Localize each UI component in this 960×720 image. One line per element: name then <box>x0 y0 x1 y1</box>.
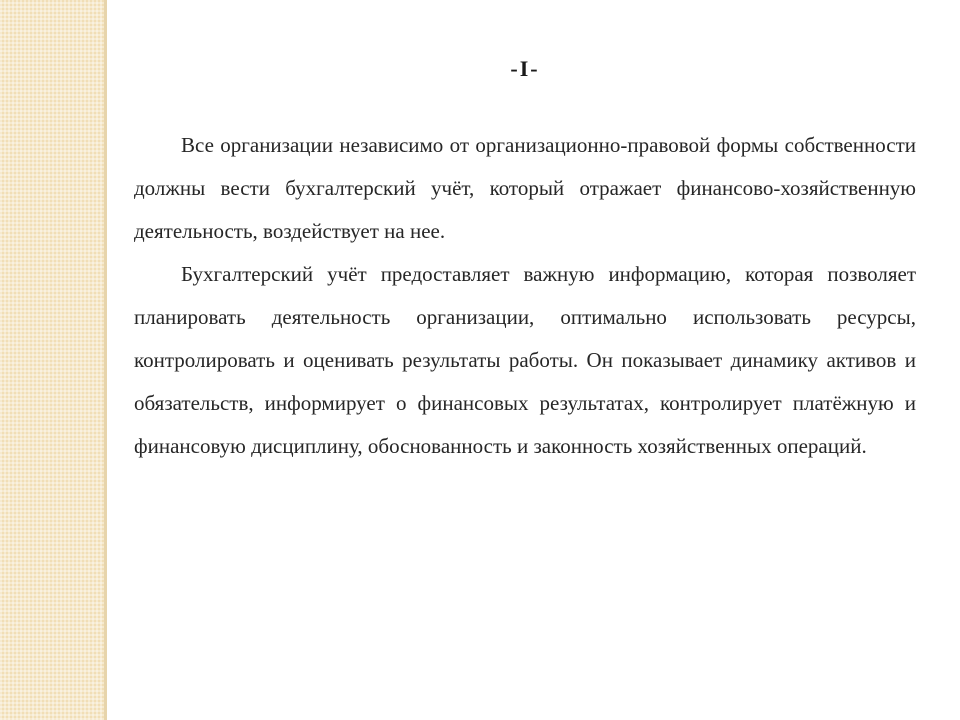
paragraph-1: Все организации независимо от организационно-правовой формы собственности должны вести бухгалтерский учёт, который отражает финансово-хозяйственную деятельность, воздействует на нее. <box>134 133 916 243</box>
decorative-side-strip <box>0 0 104 720</box>
slide-title: -I- <box>510 56 540 81</box>
paragraph-2: Бухгалтерский учёт предоставляет важную информацию, которая позволяет планировать деятельность организации, оптимально использовать ресурсы, контролировать и оценивать результаты работы. Он показывает динамику активов и обязательств, информирует о финансовых результатах, контролирует платёжную и финансовую дисциплину, обоснованность и законность хозяйственных операций. <box>134 262 916 458</box>
side-strip-border <box>104 0 107 720</box>
slide-body <box>134 124 916 468</box>
